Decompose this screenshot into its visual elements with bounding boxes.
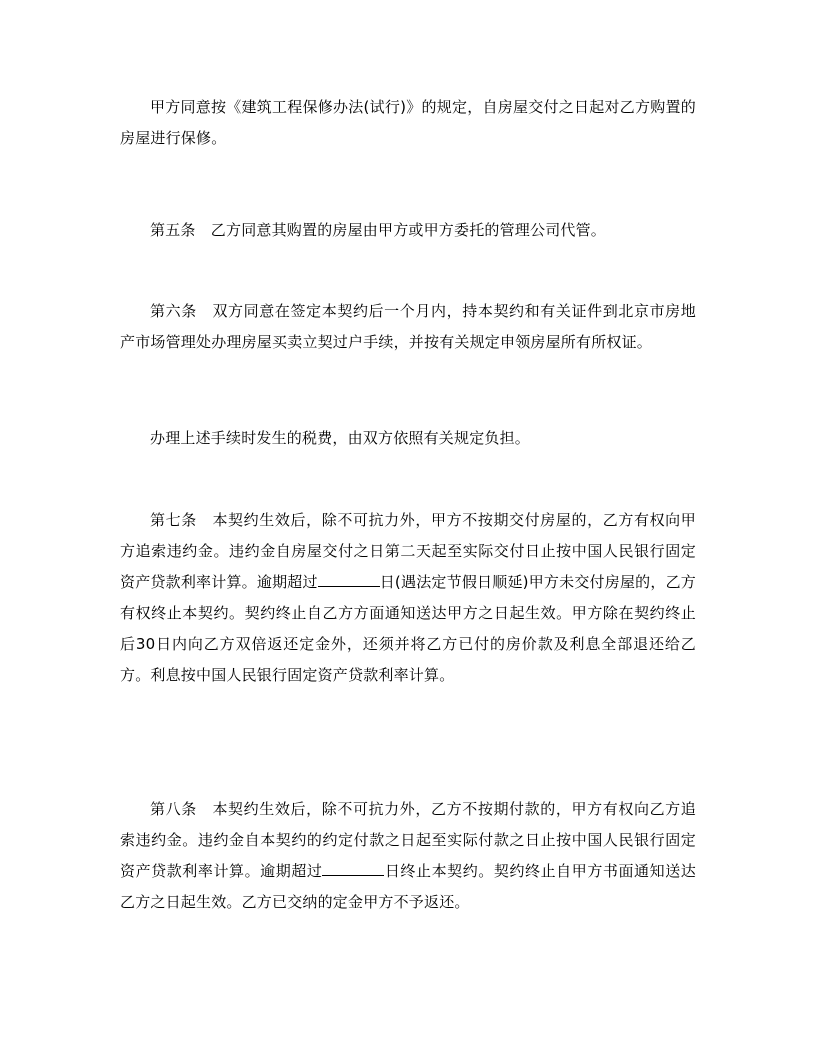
paragraph-article-7	[120, 505, 696, 691]
paragraph-text-part1: 第七条 本契约生效后，除不可抗力外，甲方不按期交付房屋的，乙方有权向甲方追索违约金。违约金自房屋交付之日第二天起至实际交付日止按中国人民银行固定资产贷款利率计算。逾期超过	[120, 511, 696, 591]
paragraph-text: 甲方同意按《建筑工程保修办法(试行)》的规定，自房屋交付之日起对乙方购置的房屋进行保修。	[120, 98, 696, 147]
paragraph-warranty	[120, 92, 696, 154]
paragraph-article-8	[120, 794, 696, 918]
paragraph-text: 办理上述手续时发生的税费，由双方依照有关规定负担。	[150, 429, 531, 447]
paragraph-taxes	[120, 423, 696, 454]
paragraph-text-part1: 第八条 本契约生效后，除不可抗力外，乙方不按期付款的，甲方有权向乙方追索违约金。违约金自本契约的约定付款之日起至实际付款之日止按中国人民银行固定资产贷款利率计算。逾期超过	[120, 800, 696, 880]
fill-in-blank	[318, 569, 380, 587]
paragraph-text-part2: 日终止本契约。契约终止自甲方书面通知送达乙方之日起生效。乙方已交纳的定金甲方不予返还。	[120, 862, 696, 911]
fill-in-blank	[322, 858, 384, 876]
paragraph-text: 第六条 双方同意在签定本契约后一个月内，持本契约和有关证件到北京市房地产市场管理处办理房屋买卖立契过户手续，并按有关规定申领房屋所有所权证。	[120, 302, 696, 351]
paragraph-article-6	[120, 296, 696, 358]
paragraph-text: 第五条 乙方同意其购置的房屋由甲方或甲方委托的管理公司代管。	[150, 221, 607, 239]
paragraph-text-part2: 日(遇法定节假日顺延)甲方未交付房屋的，乙方有权终止本契约。契约终止自乙方方面通知送达甲方之日起生效。甲方除在契约终止后30日内向乙方双倍返还定金外，还须并将乙方已付的房价款及利息全部退还给乙方。利息按中国人民银行固定资产贷款利率计算。	[120, 573, 697, 684]
paragraph-article-5	[120, 215, 696, 246]
